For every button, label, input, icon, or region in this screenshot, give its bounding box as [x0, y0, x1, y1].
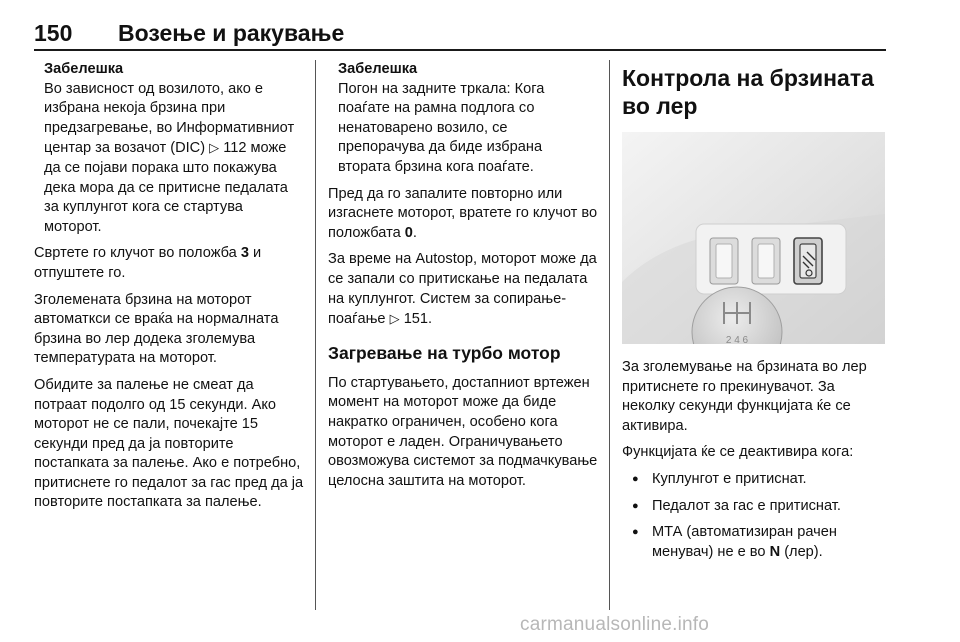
conditions-list	[622, 470, 890, 562]
paragraph: Зголемената брзина на моторот автоматкси се враќа на нормалната брзина во лер додека зголемува температурата на моторот.	[34, 291, 279, 367]
triangle-right-icon: ▷	[389, 311, 400, 327]
subheading: Загревање на турбо мотор	[328, 342, 561, 363]
gear-position: N	[769, 543, 781, 560]
paragraph: Функцијата ќе се деактивира кога:	[622, 444, 854, 461]
column-divider-1	[315, 60, 316, 610]
watermark: carmanualsonline.info	[520, 614, 710, 635]
header-rule	[34, 49, 886, 51]
idle-control-illustration	[622, 132, 885, 344]
note-text-continued: може да се појави порака што покажува дека мора да се притисне педалата за куплунгот кога се стартува моторот.	[44, 140, 288, 235]
column-3	[622, 60, 890, 569]
paragraph	[328, 250, 598, 329]
key-position: 3	[240, 245, 249, 262]
switch-panel	[696, 224, 846, 294]
text: Свртете го клучот во положба	[34, 245, 237, 262]
paragraph	[328, 185, 598, 244]
page-reference[interactable]: 151.	[403, 311, 433, 328]
list-item: ● Педалот за гас е притиснат.	[622, 497, 890, 517]
note-block	[34, 60, 304, 237]
gear-digits: 2 4 6	[725, 335, 749, 344]
key-position: 0	[404, 224, 413, 241]
page-reference[interactable]: 112	[223, 140, 247, 157]
paragraph: За зголемување на брзината во лер притиснете го прекинувачот. За неколку секунди функцијата ќе се активира.	[622, 359, 867, 434]
text: (лер).	[784, 543, 823, 560]
section-title: Возење и ракување	[118, 20, 345, 46]
text: и отпуштете го.	[34, 245, 262, 281]
column-2	[328, 60, 598, 498]
text: .	[412, 224, 417, 241]
column-divider-2	[609, 60, 610, 610]
note-text: Во зависност од возилото, ако е избрана некоја брзина при предзагревање, во Информативниот центар за возачот (DIC)	[44, 80, 295, 157]
paragraph	[34, 244, 304, 283]
text: МТА (автоматизиран рачен менувач) не е во	[652, 524, 837, 560]
text: Пред да го запалите повторно или изгаснете моторот, вратете го клучот во положбата	[328, 185, 598, 241]
note-title: Забелешка	[44, 61, 124, 77]
note-block	[328, 60, 598, 178]
page-number: 150	[34, 20, 73, 46]
text: За време на Autostop, моторот може да се запали со притискање на педалата на куплунгот. Систем за сопирање-поаѓање	[328, 251, 597, 328]
chapter-title: Контрола на брзината во лер	[622, 65, 874, 119]
list-item	[622, 523, 890, 562]
paragraph: Обидите за палење не смеат да потраат подолго од 15 секунди. Ако моторот не се пали, почекајте 15 секунди пред да ја повторите постапката за палење. Ако е потребно, притиснете го педалот за гас пред да ја повторите постапката за палење.	[34, 376, 304, 511]
column-1	[34, 60, 304, 520]
note-text: Погон на задните тркала: Кога поаѓате на рамна подлога со ненатоварено возило, се препорачува да биде избрана втората брзина кога поаѓате.	[338, 80, 545, 175]
list-item: ● Куплунгот е притиснат.	[622, 470, 890, 490]
paragraph: По стартувањето, достапниот вртежен момент на моторот може да биде накратко ограничен, особено кога моторот е ладен. Ограничувањето овозможува системот за подмачкување целосна заштита на моторот.	[328, 374, 598, 489]
triangle-right-icon: ▷	[209, 140, 220, 156]
note-title: Забелешка	[338, 61, 418, 77]
